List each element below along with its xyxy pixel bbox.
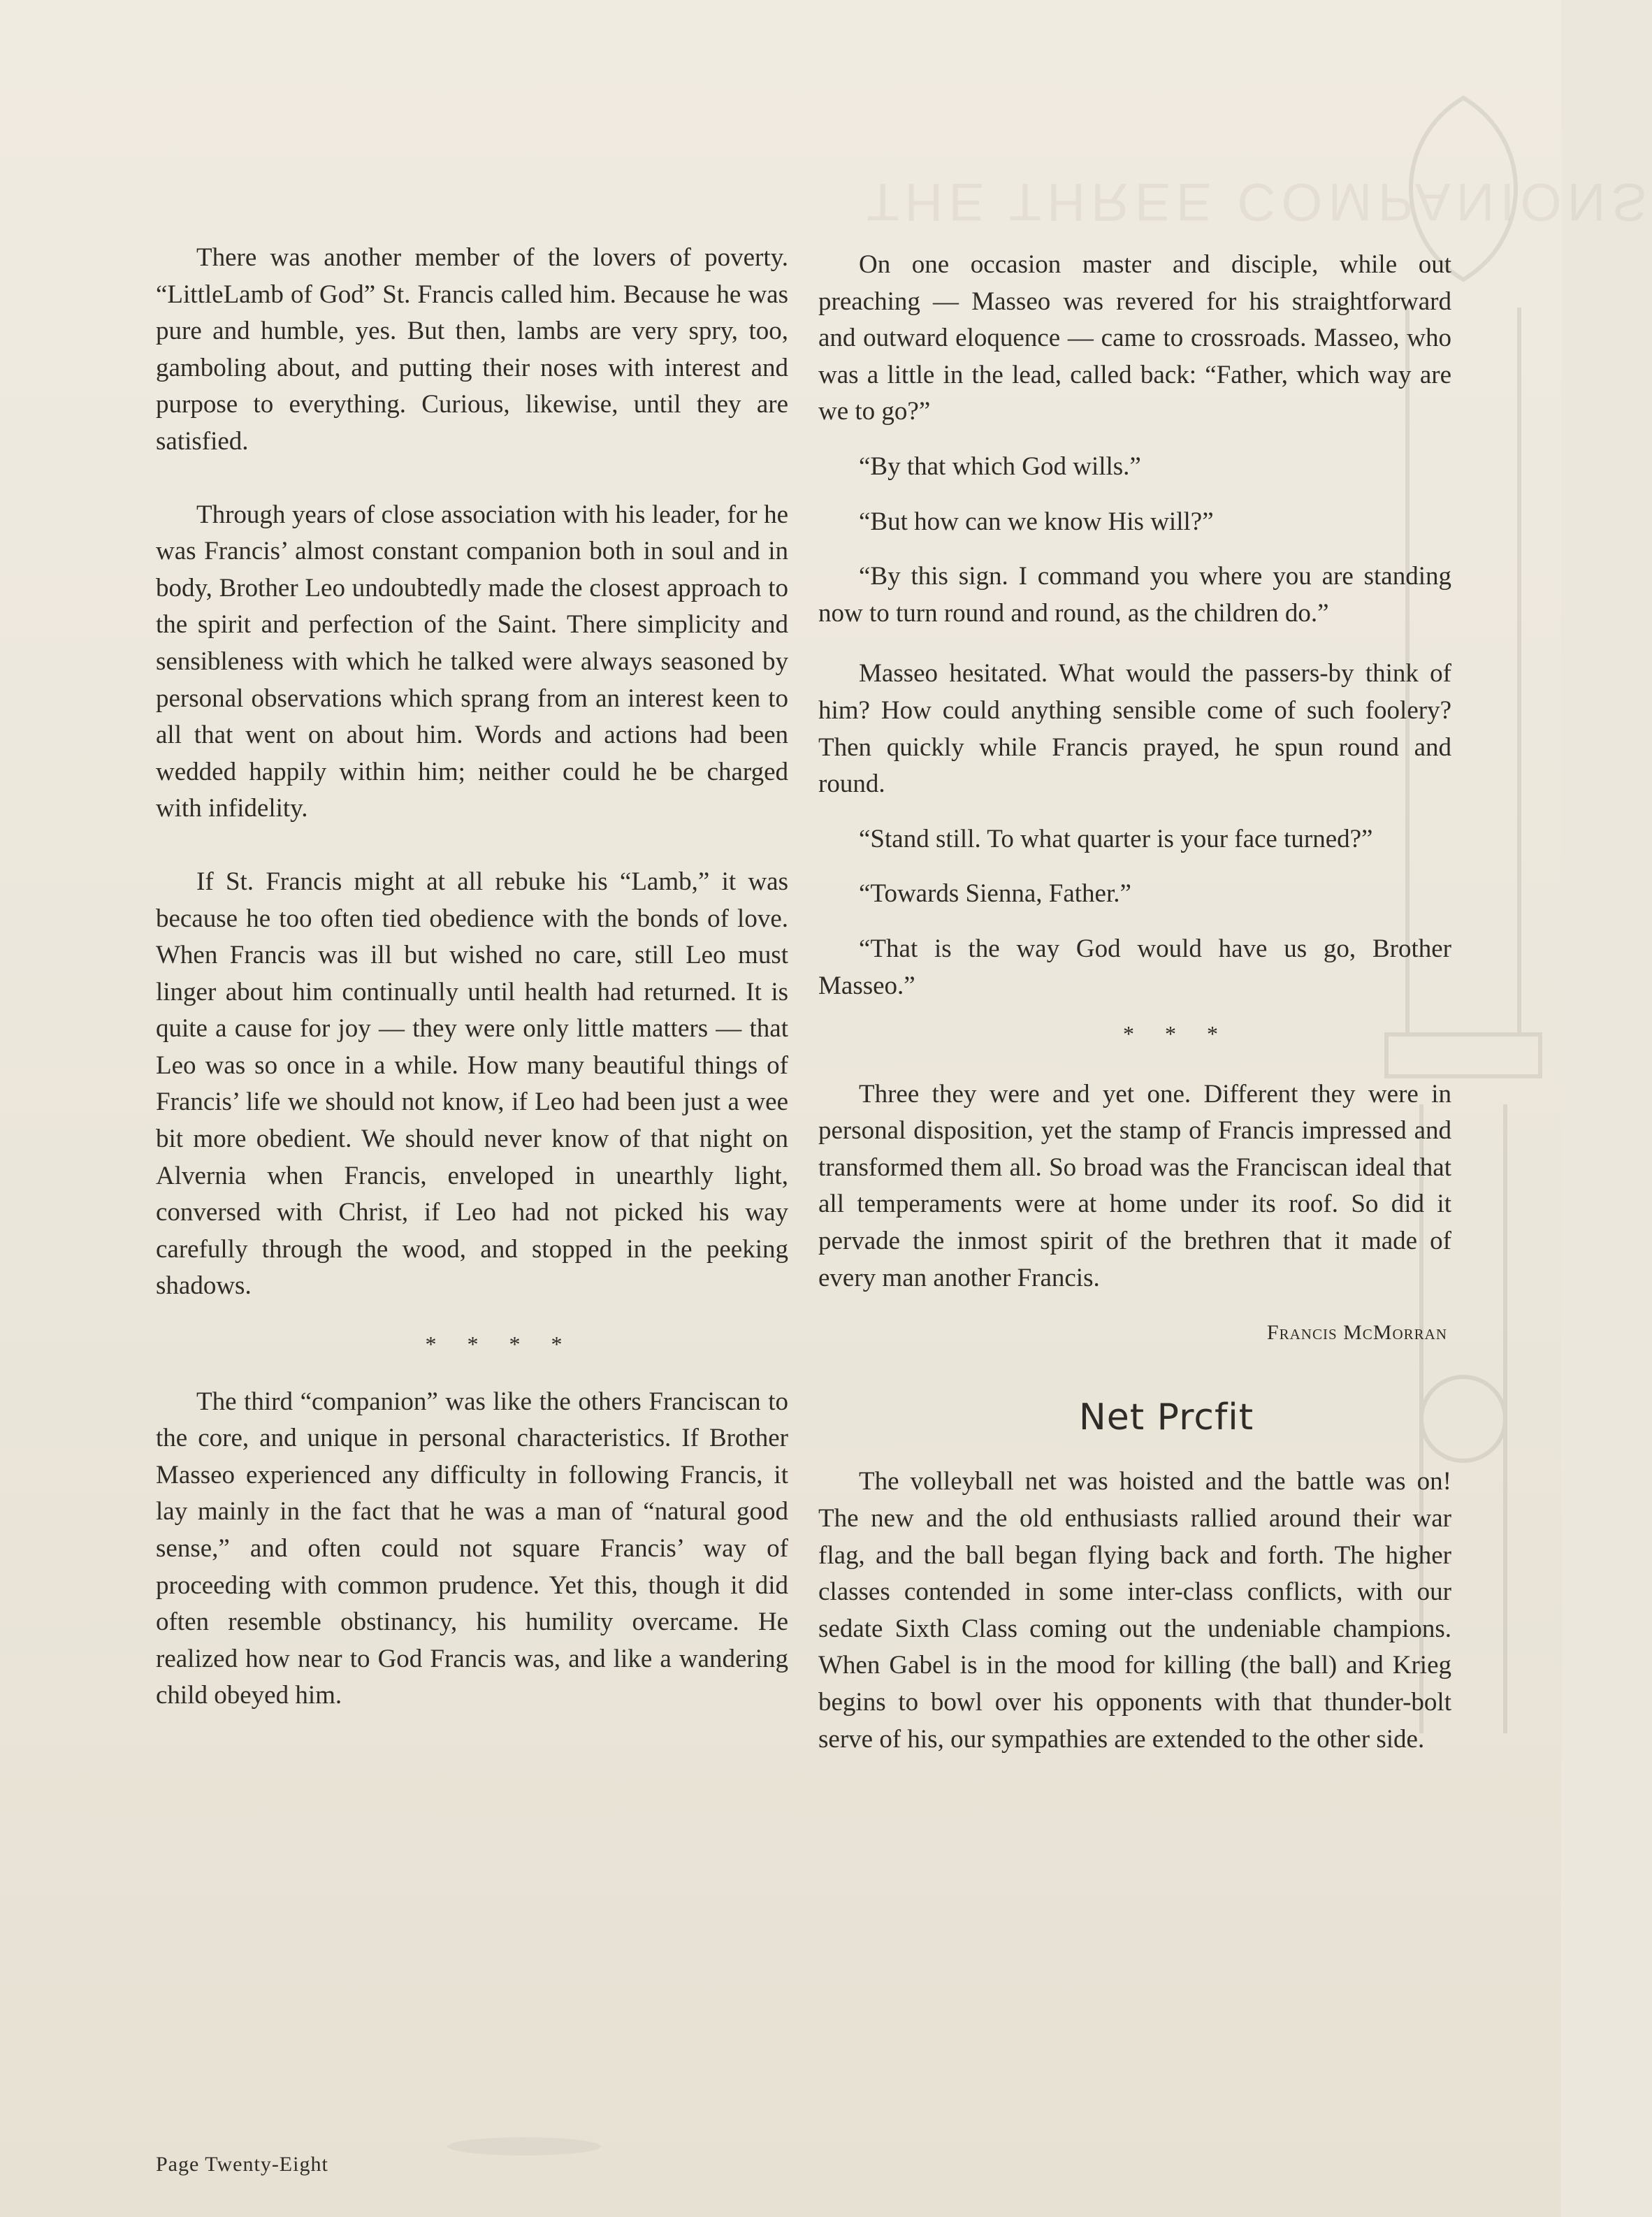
section-separator: * * *	[1123, 1021, 1231, 1047]
left-paragraph-1: There was another member of the lovers of poverty. “LittleLamb of God” St. Francis called him. Because he was pure and humble, yes. But then, lambs are very spry, too, gamboling about, and putting their noses with interest and purpose to everything. Curious, likewise, until they are satisfied.	[156, 243, 788, 456]
right-paragraph-6: “Stand still. To what quarter is your face turned?”	[859, 824, 1373, 853]
right-paragraph-1: On one occasion master and disciple, while out preaching — Masseo was revered for his straightforward and outward eloquence — came to crossroads. Masseo, who was a little in the lead, called back: “Father, which way are we to go?”	[818, 250, 1451, 426]
right-paragraph-3: “But how can we know His will?”	[859, 507, 1214, 536]
paper-smudge	[447, 2137, 601, 2155]
section-title-net-profit: Net Prcfit	[1078, 1396, 1254, 1438]
right-paragraph-2: “By that which God wills.”	[859, 452, 1141, 481]
left-paragraph-3: If St. Francis might at all rebuke his “Lamb,” it was because he too often tied obedience with the bonds of love. When Francis was ill but wished no care, still Leo must linger about him continually until health had returned. It is quite a cause for joy — they were only little matters — that Leo was so once in a while. How many beautiful things of Francis’ life we should not know, if Leo had been just a wee bit more obedient. We should never know of that night on Alvernia when Francis, enveloped in unearthly light, conversed with Christ, if Leo had not picked his way carefully through the wood, and stopped in the peeking shadows.	[156, 867, 788, 1301]
left-paragraph-4: The third “companion” was like the others Franciscan to the core, and unique in personal characteristics. If Brother Masseo experienced any difficulty in following Francis, it lay mainly in the fact that he was a man of “natural good sense,” and often could not square Francis’ way of proceeding with common prudence. Yet this, though it did often resemble obstinancy, his humility overcame. He realized how near to God Francis was, and like a wandering child obeyed him.	[156, 1387, 788, 1710]
bleed-through-heading: THE THREE COMPANIONS	[867, 172, 1652, 231]
right-column	[818, 247, 1451, 1758]
right-paragraph-4: “By this sign. I command you where you are standing now to turn round and round, as the children do.”	[818, 562, 1451, 628]
right-paragraph-8: “That is the way God would have us go, Brother Masseo.”	[818, 934, 1451, 1000]
page-number-footer: Page Twenty-Eight	[156, 2153, 328, 2176]
author-signature: Francis McMorran	[1266, 1321, 1447, 1345]
right-paragraph-5: Masseo hesitated. What would the passers-by think of him? How could anything sensible come of such foolery? Then quickly while Francis prayed, he spun round and round.	[818, 659, 1451, 799]
section-separator: * * * *	[425, 1331, 575, 1357]
right-paragraph-7: “Towards Sienna, Father.”	[859, 879, 1131, 909]
left-column	[156, 240, 788, 1714]
net-profit-paragraph: The volleyball net was hoisted and the battle was on! The new and the old enthusiasts rallied around their war flag, and the ball began flying back and forth. The higher classes contended in some inter-class conflicts, with our sedate Sixth Class coming out the undeniable champions. When Gabel is in the mood for killing (the ball) and Krieg begins to bowl over his opponents with that thunder-bolt serve of his, our sympathies are extended to the other side.	[818, 1467, 1451, 1754]
left-paragraph-2: Through years of close association with his leader, for he was Francis’ almost constant companion both in soul and in body, Brother Leo undoubtedly made the closest approach to the spirit and perfection of the Saint. There simplicity and sensibleness with which he talked were always seasoned by personal observations which sprang from an interest keen to all that went on about him. Words and actions had been wedded happily within him; neither could he be charged with infidelity.	[156, 500, 788, 823]
right-paragraph-9: Three they were and yet one. Different they were in personal disposition, yet the stamp of Francis impressed and transformed them all. So broad was the Franciscan ideal that all temperaments were at home under its roof. So did it pervade the inmost spirit of the brethren that it made of every man another Francis.	[818, 1079, 1451, 1292]
